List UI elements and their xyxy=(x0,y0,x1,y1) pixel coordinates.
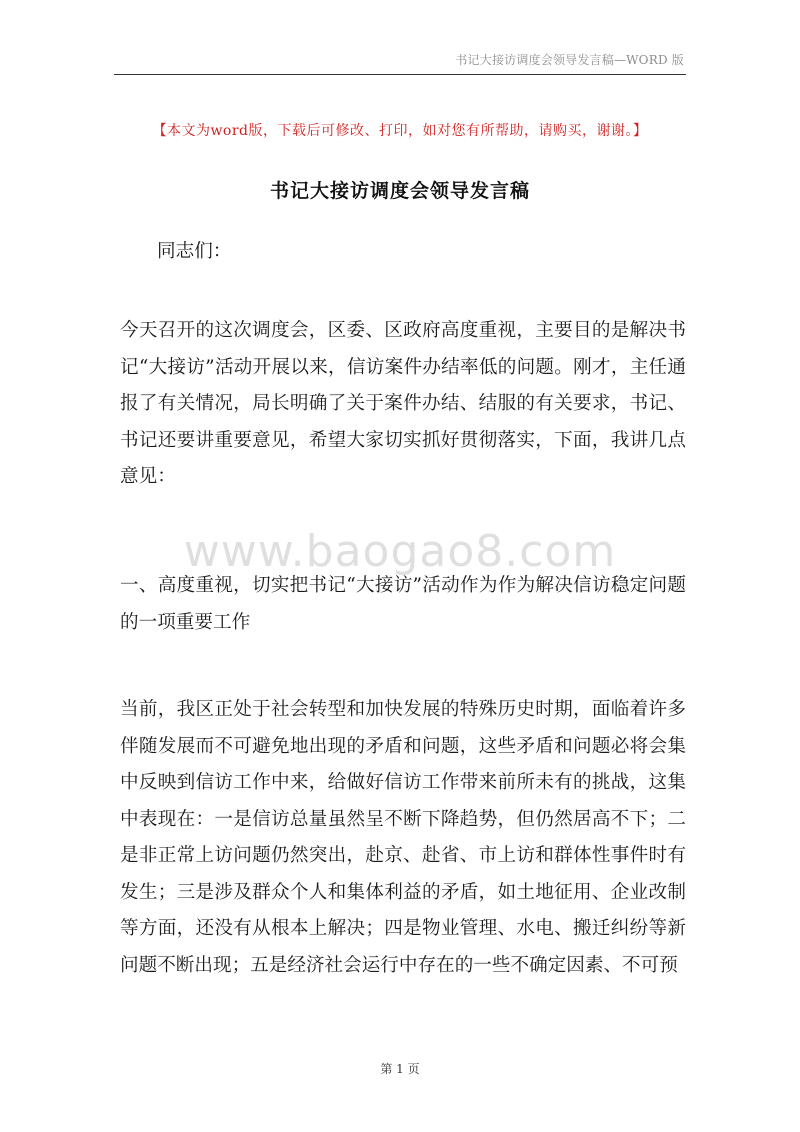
greeting: 同志们： xyxy=(157,241,232,262)
page-number: 第 1 页 xyxy=(380,1062,420,1076)
paragraph-opening: 今天召开的这次调度会，区委、区政府高度重视，主要目的是解决书记“大接访”活动开展以来，信访案件办结率低的问题。刚才，主任通报了有关情况，局长明确了关于案件办结、结服的有关要求，书记、书记还要讲重要意见，希望大家切实抓好贯彻落实，下面，我讲几点意见： xyxy=(120,320,686,487)
running-header-title: 书记大接访调度会领导发言稿—WORD 版 xyxy=(455,53,684,67)
purchase-notice: 【本文为word版，下载后可修改、打印，如对您有所帮助，请购买，谢谢。】 xyxy=(152,123,648,139)
section-heading-1: 一、高度重视，切实把书记“大接访”活动作为作为解决信访稳定问题的一项重要工作 xyxy=(120,575,686,633)
watermark-text: www.baogao8.com xyxy=(183,526,617,577)
paragraph-situation: 当前，我区正处于社会转型和加快发展的特殊历史时期，面临着许多伴随发展而不可避免地出现的矛盾和问题，这些矛盾和问题必将会集中反映到信访工作中来，给做好信访工作带来前所未有的挑战，这集中表现在：一是信访总量虽然呈不断下降趋势，但仍然居高不下；二是非正常上访问题仍然突出，赴京、赴省、市上访和群体性事件时有发生；三是涉及群众个人和集体利益的矛盾，如土地征用、企业改制等方面，还没有从根本上解决；四是物业管理、水电、搬迁纠纷等新问题不断出现；五是经济社会运行中存在的一些不确定因素、不可预 xyxy=(120,699,686,976)
document-title: 书记大接访调度会领导发言稿 xyxy=(269,180,530,202)
header-divider xyxy=(114,74,686,75)
